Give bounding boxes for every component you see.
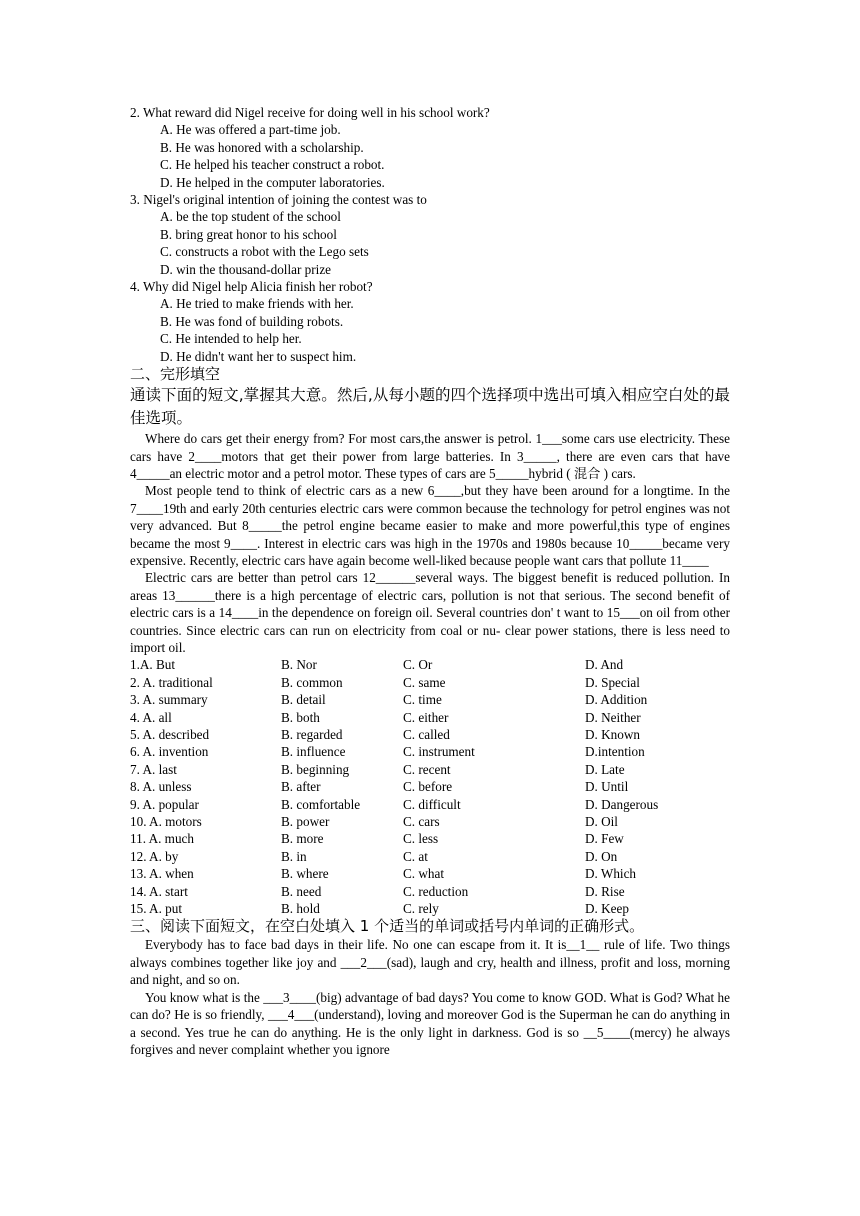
option-cell: D. On <box>585 848 618 864</box>
section-instruction: 通读下面的短文,掌握其大意。然后,从每小题的四个选择项中选出可填入相应空白处的最佳选项。 <box>130 386 730 428</box>
option-cell: 7. A. last <box>130 761 177 777</box>
option-cell: D. Known <box>585 727 640 742</box>
option-cell: 6. A. invention <box>130 744 209 760</box>
option-cell: C. recent <box>403 761 451 777</box>
option-row <box>130 743 730 760</box>
option-cell: D. Oil <box>585 814 618 830</box>
answer-option: D. win the thousand-dollar prize <box>160 261 332 277</box>
option-row <box>130 691 730 708</box>
option-row <box>130 865 730 882</box>
option-cell: D. Until <box>585 779 629 795</box>
option-cell: 1.A. But <box>130 657 176 673</box>
option-cell: D. Few <box>585 831 624 847</box>
option-cell: D.intention <box>585 744 645 760</box>
option-cell: 4. A. all <box>130 709 172 725</box>
section-heading-grammar: 三、阅读下面短文，在空白处填入 1 个适当的单词或括号内单词的正确形式。 <box>130 917 645 936</box>
option-row <box>130 848 730 865</box>
cloze-paragraph: Most people tend to think of electric cars as a new 6____,but they have been around for a longtime. In the 7____19th and early 20th centuries electric cars were common because the technology for petrol engines was not very advanced. But 8_____the petrol engine became easier to make and more powerful,this type of engines became the most 9____. Interest in electric cars was high in the 1970s and 1980s because 10_____became very expensive. Recently, electric cars have again become well-liked because people want cars that pollute 11____ <box>130 483 730 568</box>
question-stem: 4. Why did Nigel help Alicia finish her robot? <box>130 279 373 295</box>
option-cell: B. in <box>281 848 307 864</box>
option-cell: 12. A. by <box>130 848 179 864</box>
option-cell: B. power <box>281 814 330 830</box>
option-cell: B. influence <box>281 744 346 760</box>
answer-option: B. bring great honor to his school <box>160 226 337 242</box>
option-cell: D. Special <box>585 674 640 690</box>
option-cell: 14. A. start <box>130 883 188 899</box>
option-row <box>130 709 730 726</box>
grammar-paragraph: You know what is the ___3____(big) advantage of bad days? You come to know GOD. What is God? What he can do? He is so friendly, ___4___(understand), loving and moreover God is the Superman he can do anything in a second. Yes true he can do anything. He is the only light in darkness. God is so __5____(mercy) he always forgives and never complaint whether you ignore <box>130 989 730 1057</box>
option-row <box>130 726 730 743</box>
section-heading-cloze: 二、完形填空 <box>130 365 221 384</box>
option-cell: B. more <box>281 831 324 847</box>
option-cell: 9. A. popular <box>130 796 199 812</box>
option-cell: B. both <box>281 709 320 725</box>
option-cell: 3. A. summary <box>130 692 208 708</box>
cloze-paragraph: Where do cars get their energy from? For most cars,the answer is petrol. 1___some cars use electricity. These cars have 2____motors that get their power from large batteries. In 3_____, there are even cars that have 4_____an electric motor and a petrol motor. These types of cars are 5_____hybrid ( 混合 ) cars. <box>130 431 730 481</box>
option-cell: B. detail <box>281 692 326 708</box>
option-row <box>130 656 730 673</box>
answer-option: C. He intended to help her. <box>160 331 302 347</box>
answer-option: C. constructs a robot with the Lego sets <box>160 244 369 260</box>
option-cell: C. cars <box>403 814 440 830</box>
option-row <box>130 778 730 795</box>
option-cell: D. Late <box>585 761 625 777</box>
option-cell: D. Which <box>585 866 637 882</box>
option-cell: D. And <box>585 657 624 673</box>
option-cell: D. Dangerous <box>585 796 659 812</box>
option-cell: C. either <box>403 709 449 725</box>
answer-option: A. He was offered a part-time job. <box>160 122 341 138</box>
option-cell: B. beginning <box>281 761 350 777</box>
answer-option: D. He didn't want her to suspect him. <box>160 348 357 364</box>
option-row <box>130 883 730 900</box>
cloze-paragraph: Electric cars are better than petrol cars 12______several ways. The biggest benefit is reduced pollution. In areas 13______there is a high percentage of electric cars, pollution is not that serious. The second benefit of electric cars is a 14____in the dependence on foreign oil. Several countries don' t want to 15___on oil from other countries. Since electric cars can run on electricity from coal or nu- clear power stations, there is less need to import oil. <box>130 570 730 655</box>
option-cell: B. Nor <box>281 657 317 673</box>
question-stem: 3. Nigel's original intention of joining the contest was to <box>130 192 427 208</box>
option-row <box>130 813 730 830</box>
option-cell: 15. A. put <box>130 901 183 917</box>
option-cell: B. regarded <box>281 727 343 742</box>
option-cell: C. same <box>403 674 446 690</box>
option-row <box>130 674 730 691</box>
option-cell: 5. A. described <box>130 727 210 742</box>
option-cell: 10. A. motors <box>130 814 202 830</box>
option-cell: D. Neither <box>585 709 641 725</box>
option-cell: 8. A. unless <box>130 779 192 795</box>
answer-option: D. He helped in the computer laboratories. <box>160 174 385 190</box>
option-cell: B. comfortable <box>281 796 361 812</box>
option-cell: B. hold <box>281 901 320 917</box>
option-cell: C. instrument <box>403 744 475 760</box>
option-row <box>130 761 730 778</box>
option-cell: C. at <box>403 848 428 864</box>
cloze-options-table <box>130 656 730 917</box>
option-cell: 11. A. much <box>130 831 194 847</box>
option-cell: 2. A. traditional <box>130 674 213 690</box>
option-cell: C. what <box>403 866 445 882</box>
option-row <box>130 900 730 917</box>
option-cell: B. after <box>281 779 321 795</box>
answer-option: C. He helped his teacher construct a robot. <box>160 157 385 173</box>
option-cell: D. Keep <box>585 901 629 917</box>
option-cell: C. rely <box>403 901 439 917</box>
option-cell: C. Or <box>403 657 433 673</box>
option-cell: D. Addition <box>585 692 648 708</box>
option-row <box>130 796 730 813</box>
document-page <box>130 104 730 1058</box>
option-cell: B. need <box>281 883 322 899</box>
option-cell: D. Rise <box>585 883 625 899</box>
option-cell: B. common <box>281 674 343 690</box>
grammar-paragraph: Everybody has to face bad days in their life. No one can escape from it. It is__1__ rule of life. Two things always combines together like joy and ___2___(sad), laugh and cry, health and illness, profit and loss, morning and night, and so on. <box>130 937 730 988</box>
answer-option: B. He was fond of building robots. <box>160 313 344 329</box>
answer-option: B. He was honored with a scholarship. <box>160 139 364 155</box>
option-cell: C. reduction <box>403 883 469 899</box>
answer-option: A. be the top student of the school <box>160 209 341 225</box>
option-cell: C. less <box>403 831 439 847</box>
option-cell: C. before <box>403 779 453 795</box>
answer-option: A. He tried to make friends with her. <box>160 296 354 312</box>
option-cell: 13. A. when <box>130 866 194 882</box>
option-cell: C. called <box>403 727 450 742</box>
option-row <box>130 830 730 847</box>
option-cell: C. difficult <box>403 796 461 812</box>
option-cell: B. where <box>281 866 329 882</box>
question-stem: 2. What reward did Nigel receive for doing well in his school work? <box>130 105 490 120</box>
option-cell: C. time <box>403 692 442 708</box>
